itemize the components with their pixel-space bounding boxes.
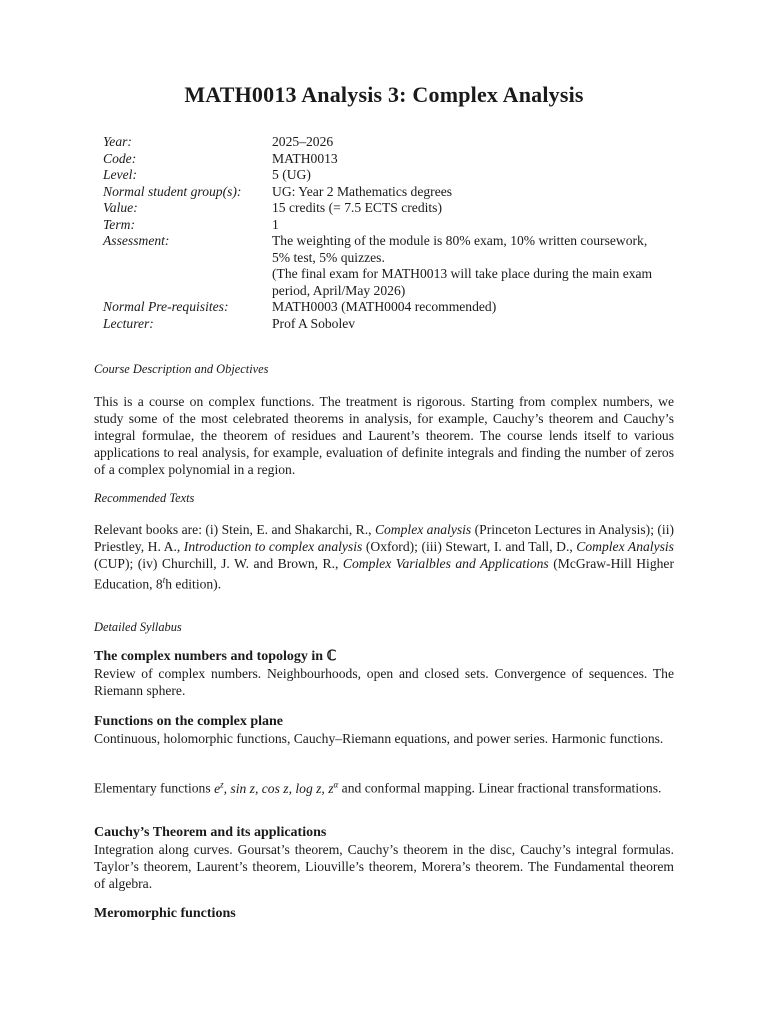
book-title: Complex Varialbles and Applications [342, 556, 549, 571]
book-title: Complex analysis [374, 522, 472, 537]
info-label: Year: [103, 134, 132, 149]
syllabus-topic-1 [94, 648, 674, 699]
math-superscript: z [220, 779, 224, 789]
recommended-text: h edition). [165, 576, 222, 592]
recommended-lead: Relevant books are: (i) Stein, E. and Shakarchi, R., [94, 522, 372, 537]
topic-text: Elementary functions [94, 780, 211, 796]
assessment-line: period, April/May 2026) [272, 282, 406, 298]
info-value: UG: Year 2 Mathematics degrees [272, 183, 453, 199]
assessment-line: (The final exam for MATH0013 will take place during the main exam [272, 266, 653, 281]
info-row-year [103, 134, 703, 151]
info-value: 5 (UG) [272, 167, 311, 182]
recommended-texts-heading: Recommended Texts [94, 491, 195, 505]
recommended-text: (McGraw-Hill Higher Education, 8 [94, 556, 674, 592]
module-info-table [103, 134, 703, 332]
info-row-value [103, 200, 703, 217]
math-base: e [214, 780, 221, 796]
info-label: Level: [103, 167, 137, 182]
recommended-texts-text [94, 521, 674, 593]
info-label: Normal Pre-requisites: [103, 299, 229, 314]
info-label: Normal student group(s): [103, 183, 242, 199]
topic-title: Functions on the complex plane [94, 714, 284, 729]
info-row-level [103, 167, 703, 184]
info-value: MATH0003 (MATH0004 recommended) [272, 299, 497, 314]
book-title: Introduction to complex analysis [183, 539, 363, 554]
topic-title: Cauchy’s Theorem and its applications [94, 825, 327, 840]
topic-title: Meromorphic functions [94, 906, 236, 921]
assessment-line: The weighting of the module is 80% exam, 10% written coursework, [272, 233, 648, 248]
course-description-text: This is a course on complex functions. The treatment is rigorous. Starting from complex numbers, we study some of the most celebrated theorems in analysis, for example, Cauchy’s theorem and Cauchy’s integral formulae, the theorem of residues and Laurent’s theorem. The course lends itself to various applications to real analysis, for example, evaluation of definite integrals and finding the number of zeros of a complex polynomial in a region. [94, 394, 674, 477]
math-superscript: α [333, 779, 339, 789]
assessment-line: 5% test, 5% quizzes. [272, 249, 385, 265]
course-description-heading-block [94, 361, 674, 378]
info-row-student-group [103, 184, 703, 201]
info-label: Term: [103, 216, 135, 232]
info-value: 1 [272, 216, 279, 232]
topic-text: and conformal mapping. Linear fractional transformations. [341, 780, 662, 796]
edition-superscript: t [162, 575, 166, 585]
info-row-term [103, 217, 703, 234]
topic-title: The complex numbers and topology in ℂ [94, 649, 337, 664]
syllabus-heading: Detailed Syllabus [94, 620, 182, 634]
recommended-text: (Princeton Lectures in Analysis); (ii) Priestley, H. A., [94, 522, 674, 554]
info-row-code [103, 151, 703, 168]
info-label: Value: [103, 200, 138, 215]
math-expression [214, 781, 338, 796]
info-row-lecturer [103, 316, 703, 333]
math-functions: , sin z, cos z, log z, z [223, 780, 334, 796]
topic-text: Continuous, holomorphic functions, Cauchy–Riemann equations, and power series. Harmonic functions. [94, 731, 664, 746]
syllabus-topic-4 [94, 905, 674, 922]
syllabus-heading-block [94, 619, 674, 636]
book-title: Complex Analysis [576, 539, 674, 554]
info-value: 2025–2026 [272, 134, 334, 149]
syllabus-topic-2 [94, 713, 674, 747]
topic-text: Integration along curves. Goursat’s theorem, Cauchy’s theorem in the disc, Cauchy’s integral formulas. Taylor’s theorem, Laurent’s theorem, Liouville’s theorem, Morera’s theorem. The Fundamental theorem of algebra. [94, 842, 674, 891]
recommended-text: (Oxford); (iii) Stewart, I. and Tall, D., [365, 539, 573, 554]
recommended-texts-heading-block [94, 490, 674, 507]
info-row-assessment [103, 233, 703, 299]
info-label: Lecturer: [103, 315, 154, 331]
page-title: MATH0013 Analysis 3: Complex Analysis [184, 82, 584, 107]
info-label: Assessment: [103, 233, 170, 248]
course-description-heading: Course Description and Objectives [94, 362, 269, 376]
info-value [272, 233, 703, 299]
syllabus-topic-3 [94, 824, 674, 892]
info-value: 15 credits (= 7.5 ECTS credits) [272, 200, 443, 215]
info-label: Code: [103, 150, 137, 166]
syllabus-topic-2-extra [94, 776, 674, 797]
info-row-prerequisites [103, 299, 703, 316]
topic-text: Review of complex numbers. Neighbourhoods, open and closed sets. Convergence of sequences. The Riemann sphere. [94, 666, 674, 698]
info-value: MATH0013 [272, 150, 338, 166]
recommended-text: (CUP); (iv) Churchill, J. W. and Brown, R., [94, 556, 339, 571]
info-value: Prof A Sobolev [272, 315, 356, 331]
